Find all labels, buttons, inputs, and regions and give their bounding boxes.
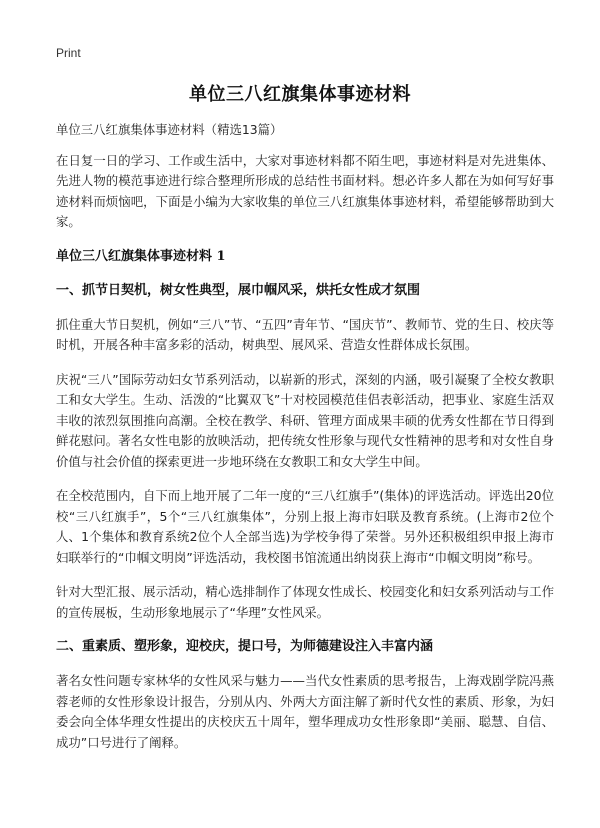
intro-paragraph: 在日复一日的学习、工作或生活中，大家对事迹材料都不陌生吧，事迹材料是对先进集体、先进人物的模范事迹进行综合整理所形成的总结性书面材料。想必许多人都在为如何写好事迹材料而烦恼吧，下面是小编为大家收集的单位三八红旗集体事迹材料，希望能够帮助到大家。 xyxy=(56,152,554,229)
paragraph-4: 针对大型汇报、展示活动，精心选排制作了体现女性成长、校园变化和妇女系列活动与工作的宣传展板，生动形象地展示了“华理”女性风采。 xyxy=(56,584,554,620)
paragraph-2: 庆祝“三八”国际劳动妇女节系列活动，以崭新的形式，深刻的内涵，吸引凝聚了全校女教职工和女大学生。生动、活泼的“比翼双飞”十对校园模范佳侣表彰活动，把事业、家庭生活双丰收的浓烈氛围推向高潮。全校在教学、科研、管理方面成果丰硕的优秀女性都在节日得到鲜花慰问。著名女性电影的放映活动，把传统女性形象与现代女性精神的思考和对女性自身价值与社会价值的探索更进一步地环绕在女教职工和女大学生中间。 xyxy=(56,371,554,469)
paragraph-5: 著名女性问题专家林华的女性风采与魅力——当代女性素质的思考报告，上海戏剧学院冯燕蓉老师的女性形象设计报告，分别从内、外两大方面注解了新时代女性的素质、形象，为妇委会向全体华理女性提出的庆校庆五十周年，塑华理成功女性形象即“美丽、聪慧、自信、成功”口号进行了阐释。 xyxy=(56,673,554,750)
paragraph-3: 在全校范围内，自下而上地开展了二年一度的“三八红旗手”(集体)的评选活动。评选出20位校“三八红旗手”，5个“三八红旗集体”，分别上报上海市妇联及教育系统。(上海市2位个人、1个集体和教育系统2位个人全部当选)为学校争得了荣誉。另外还积极组织申报上海市妇联举行的“巾帼文明岗”评选活动，我校图书馆流通出纳岗获上海市“巾帼文明岗”称号。 xyxy=(56,488,554,565)
heading-1: 一、抓节日契机，树女性典型，展巾帼风采，烘托女性成才氛围 xyxy=(56,282,421,298)
print-link[interactable]: Print xyxy=(56,46,81,60)
document-subtitle: 单位三八红旗集体事迹材料（精选13篇） xyxy=(56,122,283,137)
section-title: 单位三八红旗集体事迹材料 1 xyxy=(56,248,226,264)
document-body xyxy=(56,120,554,767)
page-title: 单位三八红旗集体事迹材料 xyxy=(189,84,411,105)
paragraph-1: 抓住重大节日契机，例如“三八”节、“五四”青年节、“国庆节”、教师节、党的生日、校庆等时机，开展各种丰富多彩的活动，树典型、展风采、营造女性群体成长氛围。 xyxy=(56,316,554,352)
heading-2: 二、重素质、塑形象，迎校庆，提口号，为师德建设注入丰富内涵 xyxy=(56,639,434,654)
